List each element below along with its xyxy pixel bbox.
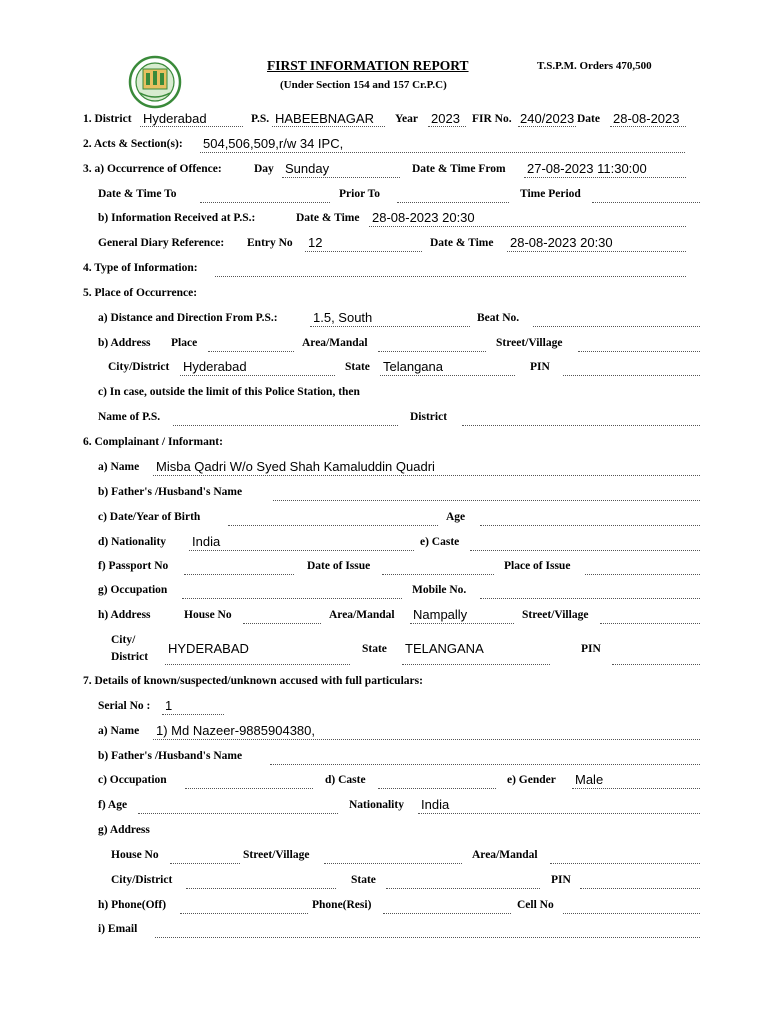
accused-address-label: g) Address [98, 824, 150, 836]
gd-datetime-label: Date & Time [430, 237, 494, 249]
place-label: Place [171, 337, 198, 349]
city-district-label: City/District [108, 361, 170, 373]
accused-pin-line [580, 888, 700, 889]
year-line [428, 126, 466, 127]
distance-direction-line [310, 326, 470, 327]
report-subtitle: (Under Section 154 and 157 Cr.P.C) [280, 79, 447, 91]
accused-state-label: State [351, 874, 376, 886]
distance-direction-value: 1.5, South [313, 310, 373, 325]
gd-datetime-line [507, 251, 686, 252]
complainant-caste-line [470, 550, 700, 551]
complainant-passport-line [184, 574, 294, 575]
accused-phone-resi-line [383, 913, 511, 914]
accused-occupation-line [185, 788, 313, 789]
accused-house-label: House No [111, 849, 159, 861]
date-line [610, 126, 686, 127]
complainant-city-label: City/ [111, 634, 136, 646]
pin-label: PIN [530, 361, 550, 373]
complainant-occupation-label: g) Occupation [98, 584, 168, 596]
accused-gender-value: Male [575, 772, 604, 787]
prior-to-line [397, 202, 509, 203]
accused-nationality-label: Nationality [349, 799, 404, 811]
place-line [208, 351, 294, 352]
acts-line [200, 152, 685, 153]
fir-no-line [518, 126, 576, 127]
date-to-line [200, 202, 330, 203]
info-datetime-line [369, 226, 686, 227]
type-info-line [215, 276, 686, 277]
district-label: 1. District [83, 113, 132, 125]
beat-no-label: Beat No. [477, 312, 520, 324]
complainant-nationality-label: d) Nationality [98, 536, 167, 548]
gd-datetime-value: 28-08-2023 20:30 [510, 235, 613, 250]
time-period-label: Time Period [520, 188, 581, 200]
district-value: Hyderabad [143, 111, 207, 126]
accused-age-line [138, 813, 338, 814]
complainant-house-line [243, 623, 321, 624]
accused-email-label: i) Email [98, 923, 138, 935]
complainant-district-label: District [111, 651, 149, 663]
complainant-caste-label: e) Caste [420, 536, 460, 548]
type-info-label: 4. Type of Information: [83, 262, 198, 274]
info-datetime-label: Date & Time [296, 212, 360, 224]
accused-pin-label: PIN [551, 874, 571, 886]
complainant-city-value: HYDERABAD [168, 641, 249, 656]
date-from-line [524, 177, 686, 178]
accused-phone-off-line [180, 913, 308, 914]
place-occurrence-label: 5. Place of Occurrence: [83, 287, 198, 299]
year-value: 2023 [431, 111, 460, 126]
gd-ref-label: General Diary Reference: [98, 237, 225, 249]
occurrence-label: 3. a) Occurrence of Offence: [83, 163, 222, 175]
outside-limit-label: c) In case, outside the limit of this Police Station, then [98, 386, 360, 398]
year-label: Year [395, 113, 418, 125]
date-from-label: Date & Time From [412, 163, 506, 175]
prior-to-label: Prior To [339, 188, 381, 200]
day-label: Day [254, 163, 274, 175]
address-label: b) Address [98, 337, 151, 349]
complainant-poi-label: Place of Issue [504, 560, 571, 572]
complainant-doi-label: Date of Issue [307, 560, 371, 572]
entry-no-value: 12 [308, 235, 323, 250]
street-village-label: Street/Village [496, 337, 563, 349]
accused-city-line [186, 888, 336, 889]
complainant-dob-label: c) Date/Year of Birth [98, 511, 201, 523]
accused-occupation-label: c) Occupation [98, 774, 167, 786]
distance-direction-label: a) Distance and Direction From P.S.: [98, 312, 278, 324]
accused-area-label: Area/Mandal [472, 849, 538, 861]
complainant-label: 6. Complainant / Informant: [83, 436, 223, 448]
complainant-age-label: Age [446, 511, 466, 523]
accused-street-line [324, 863, 462, 864]
area-mandal-line [378, 351, 486, 352]
name-of-ps-line [173, 425, 398, 426]
accused-nationality-value: India [421, 797, 450, 812]
state-label: State [345, 361, 370, 373]
day-value: Sunday [285, 161, 330, 176]
complainant-age-line [480, 525, 700, 526]
complainant-dob-line [228, 525, 438, 526]
street-village-line [578, 351, 700, 352]
accused-house-line [170, 863, 240, 864]
state-emblem-icon [128, 55, 182, 109]
accused-age-label: f) Age [98, 799, 128, 811]
complainant-mobile-label: Mobile No. [412, 584, 467, 596]
complainant-state-line [402, 664, 550, 665]
ps-value: HABEEBNAGAR [275, 111, 374, 126]
outside-district-label: District [410, 411, 448, 423]
accused-cell-label: Cell No [517, 899, 554, 911]
serial-no-value: 1 [165, 698, 173, 713]
complainant-name-line [153, 475, 700, 476]
complainant-state-label: State [362, 643, 387, 655]
complainant-nationality-line [189, 550, 414, 551]
complainant-state-value: TELANGANA [405, 641, 484, 656]
state-value: Telangana [383, 359, 443, 374]
info-received-label: b) Information Received at P.S.: [98, 212, 256, 224]
complainant-pin-label: PIN [581, 643, 601, 655]
complainant-address-label: h) Address [98, 609, 151, 621]
complainant-father-line [273, 500, 700, 501]
ps-label: P.S. [251, 113, 270, 125]
complainant-area-label: Area/Mandal [329, 609, 395, 621]
accused-phone-resi-label: Phone(Resi) [312, 899, 372, 911]
date-from-value: 27-08-2023 11:30:00 [527, 161, 647, 176]
accused-cell-line [563, 913, 700, 914]
orders-reference: T.S.P.M. Orders 470,500 [537, 60, 652, 72]
complainant-area-line [410, 623, 514, 624]
fir-no-value: 240/2023 [520, 111, 575, 126]
complainant-passport-label: f) Passport No [98, 560, 169, 572]
complainant-house-label: House No [184, 609, 232, 621]
accused-name-value: 1) Md Nazeer-9885904380, [156, 723, 315, 738]
pin-line [563, 375, 700, 376]
accused-caste-label: d) Caste [325, 774, 366, 786]
complainant-nationality-value: India [192, 534, 221, 549]
complainant-mobile-line [480, 598, 700, 599]
complainant-poi-line [585, 574, 700, 575]
accused-father-label: b) Father's /Husband's Name [98, 750, 243, 762]
serial-no-line [162, 714, 224, 715]
name-of-ps-label: Name of P.S. [98, 411, 161, 423]
outside-district-line [462, 425, 700, 426]
ps-line [272, 126, 385, 127]
accused-caste-line [378, 788, 496, 789]
accused-nationality-line [418, 813, 700, 814]
complainant-name-label: a) Name [98, 461, 140, 473]
accused-street-label: Street/Village [243, 849, 310, 861]
beat-no-line [533, 326, 700, 327]
fir-no-label: FIR No. [472, 113, 512, 125]
complainant-name-value: Misba Qadri W/o Syed Shah Kamaluddin Quadri [156, 459, 435, 474]
accused-city-label: City/District [111, 874, 173, 886]
accused-name-line [153, 739, 700, 740]
complainant-street-line [600, 623, 700, 624]
accused-gender-label: e) Gender [507, 774, 556, 786]
complainant-doi-line [382, 574, 494, 575]
complainant-father-label: b) Father's /Husband's Name [98, 486, 243, 498]
accused-state-line [386, 888, 540, 889]
date-to-label: Date & Time To [98, 188, 177, 200]
accused-name-label: a) Name [98, 725, 140, 737]
accused-details-label: 7. Details of known/suspected/unknown accused with full particulars: [83, 675, 423, 687]
accused-email-line [155, 937, 700, 938]
complainant-pin-line [612, 664, 700, 665]
area-mandal-label: Area/Mandal [302, 337, 368, 349]
accused-phone-off-label: h) Phone(Off) [98, 899, 167, 911]
serial-no-label: Serial No : [98, 700, 151, 712]
complainant-street-label: Street/Village [522, 609, 589, 621]
day-line [282, 177, 400, 178]
city-district-line [180, 375, 335, 376]
report-title: FIRST INFORMATION REPORT [267, 58, 469, 73]
acts-label: 2. Acts & Section(s): [83, 138, 183, 150]
accused-father-line [270, 764, 700, 765]
complainant-city-line [165, 664, 350, 665]
date-label: Date [577, 113, 600, 125]
city-district-value: Hyderabad [183, 359, 247, 374]
date-value: 28-08-2023 [613, 111, 680, 126]
info-datetime-value: 28-08-2023 20:30 [372, 210, 475, 225]
entry-no-line [305, 251, 422, 252]
entry-no-label: Entry No [247, 237, 293, 249]
district-line [140, 126, 243, 127]
accused-area-line [550, 863, 700, 864]
state-line [380, 375, 515, 376]
time-period-line [592, 202, 700, 203]
complainant-occupation-line [182, 598, 402, 599]
complainant-area-value: Nampally [413, 607, 468, 622]
acts-value: 504,506,509,r/w 34 IPC, [203, 136, 344, 151]
accused-gender-line [572, 788, 700, 789]
